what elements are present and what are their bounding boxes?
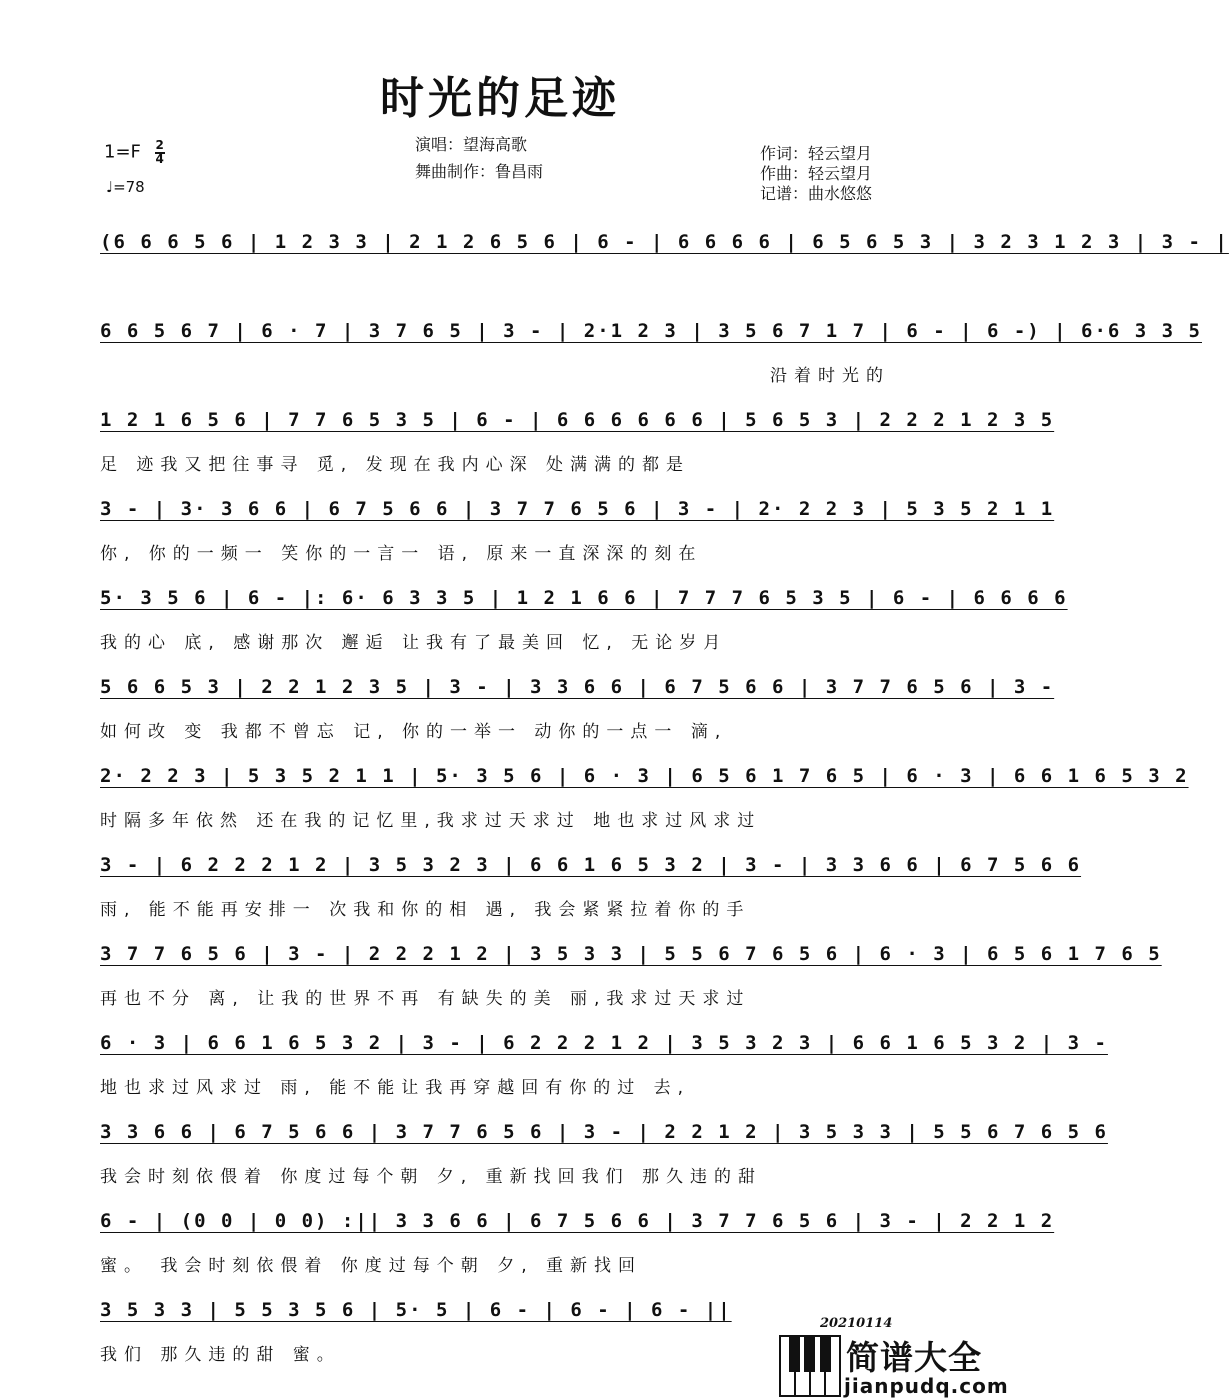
- logo-text: 简谱大全: [846, 1338, 982, 1377]
- key-signature: [104, 140, 165, 165]
- notation-row: 6 - | (0 0 | 0 0) :|| 3 3 6 6 | 6 7 5 6 6 | 3 7 7 6 5 6 | 3 - | 2 2 1 2: [100, 1210, 1055, 1232]
- composer-credit: 作曲：轻云望月: [760, 164, 873, 183]
- notation-row: 3 - | 3· 3 6 6 | 6 7 5 6 6 | 3 7 7 6 5 6 | 3 - | 2· 2 2 3 | 5 3 5 2 1 1: [100, 498, 1055, 520]
- key-label: 1=F: [104, 141, 141, 163]
- notation-row: (6 6 6 5 6 | 1 2 3 3 | 2 1 2 6 5 6 | 6 - | 6 6 6 6 | 6 5 6 5 3 | 3 2 3 1 2 3 | 3 - |: [100, 231, 1229, 253]
- lyric-row: 我们 那久违的甜 蜜。: [100, 1345, 341, 1365]
- piano-keys-icon: [780, 1336, 840, 1396]
- lyric-row: 时隔多年依然 还在我的记忆里,我求过天求过 地也求过风求过: [100, 811, 762, 831]
- lyric-row: 你, 你的一频一 笑你的一言一 语, 原来一直深深的刻在: [100, 544, 703, 564]
- producer-credit: 舞曲制作：鲁昌雨: [415, 162, 544, 181]
- notation-row: 3 3 6 6 | 6 7 5 6 6 | 3 7 7 6 5 6 | 3 - | 2 2 1 2 | 3 5 3 3 | 5 5 6 7 6 5 6: [100, 1121, 1108, 1143]
- lyric-row: 足 迹我又把往事寻 觅, 发现在我内心深 处满满的都是: [100, 455, 691, 475]
- lyric-row: 我的心 底, 感谢那次 邂逅 让我有了最美回 忆, 无论岁月: [100, 633, 728, 653]
- lyric-row: 如何改 变 我都不曾忘 记, 你的一举一 动你的一点一 滴,: [100, 722, 728, 742]
- tempo-marking: ♩=78: [106, 178, 145, 196]
- logo-url: jianpudq.com: [844, 1374, 1009, 1398]
- notation-row: 3 5 3 3 | 5 5 3 5 6 | 5· 5 | 6 - | 6 - | 6 - ||: [100, 1299, 732, 1321]
- lyric-row: 雨, 能不能再安排一 次我和你的相 遇, 我会紧紧拉着你的手: [100, 900, 751, 920]
- lyric-row: 沿着时光的: [770, 366, 890, 386]
- notation-row: 6 6 5 6 7 | 6 · 7 | 3 7 6 5 | 3 - | 2·1 2 3 | 3 5 6 7 1 7 | 6 - | 6 -) | 6·6 3 3 5: [100, 320, 1202, 342]
- singer-credit: 演唱：望海高歌: [415, 135, 528, 154]
- notation-row: 5· 3 5 6 | 6 - |: 6· 6 3 3 5 | 1 2 1 6 6 | 7 7 7 6 5 3 5 | 6 - | 6 6 6 6: [100, 587, 1068, 609]
- notation-row: 6 · 3 | 6 6 1 6 5 3 2 | 3 - | 6 2 2 2 1 2 | 3 5 3 2 3 | 6 6 1 6 5 3 2 | 3 -: [100, 1032, 1108, 1054]
- notation-row: 5 6 6 5 3 | 2 2 1 2 3 5 | 3 - | 3 3 6 6 | 6 7 5 6 6 | 3 7 7 6 5 6 | 3 -: [100, 676, 1055, 698]
- lyric-row: 地也求过风求过 雨, 能不能让我再穿越回有你的过 去,: [100, 1078, 691, 1098]
- song-title: 时光的足迹: [380, 73, 620, 124]
- transcription-date: 20210114: [820, 1316, 893, 1331]
- notation-row: 3 - | 6 2 2 2 1 2 | 3 5 3 2 3 | 6 6 1 6 5 3 2 | 3 - | 3 3 6 6 | 6 7 5 6 6: [100, 854, 1082, 876]
- lyric-row: 我会时刻依偎着 你度过每个朝 夕, 重新找回我们 那久违的甜: [100, 1167, 763, 1187]
- notation-row: 1 2 1 6 5 6 | 7 7 6 5 3 5 | 6 - | 6 6 6 6 6 6 | 5 6 5 3 | 2 2 2 1 2 3 5: [100, 409, 1055, 431]
- site-logo: [780, 1332, 1009, 1400]
- lyric-row: 蜜。 我会时刻依偎着 你度过每个朝 夕, 重新找回: [100, 1256, 643, 1276]
- notation-row: 2· 2 2 3 | 5 3 5 2 1 1 | 5· 3 5 6 | 6 · 3 | 6 5 6 1 7 6 5 | 6 · 3 | 6 6 1 6 5 3 2: [100, 765, 1189, 787]
- transcriber-credit: 记谱：曲水悠悠: [760, 184, 873, 203]
- notation-row: 3 7 7 6 5 6 | 3 - | 2 2 2 1 2 | 3 5 3 3 | 5 5 6 7 6 5 6 | 6 · 3 | 6 5 6 1 7 6 5: [100, 943, 1162, 965]
- lyricist-credit: 作词：轻云望月: [760, 144, 873, 163]
- lyric-row: 再也不分 离, 让我的世界不再 有缺失的美 丽,我求过天求过: [100, 989, 751, 1009]
- time-signature: $\frac{2}{4}$: [155, 138, 164, 166]
